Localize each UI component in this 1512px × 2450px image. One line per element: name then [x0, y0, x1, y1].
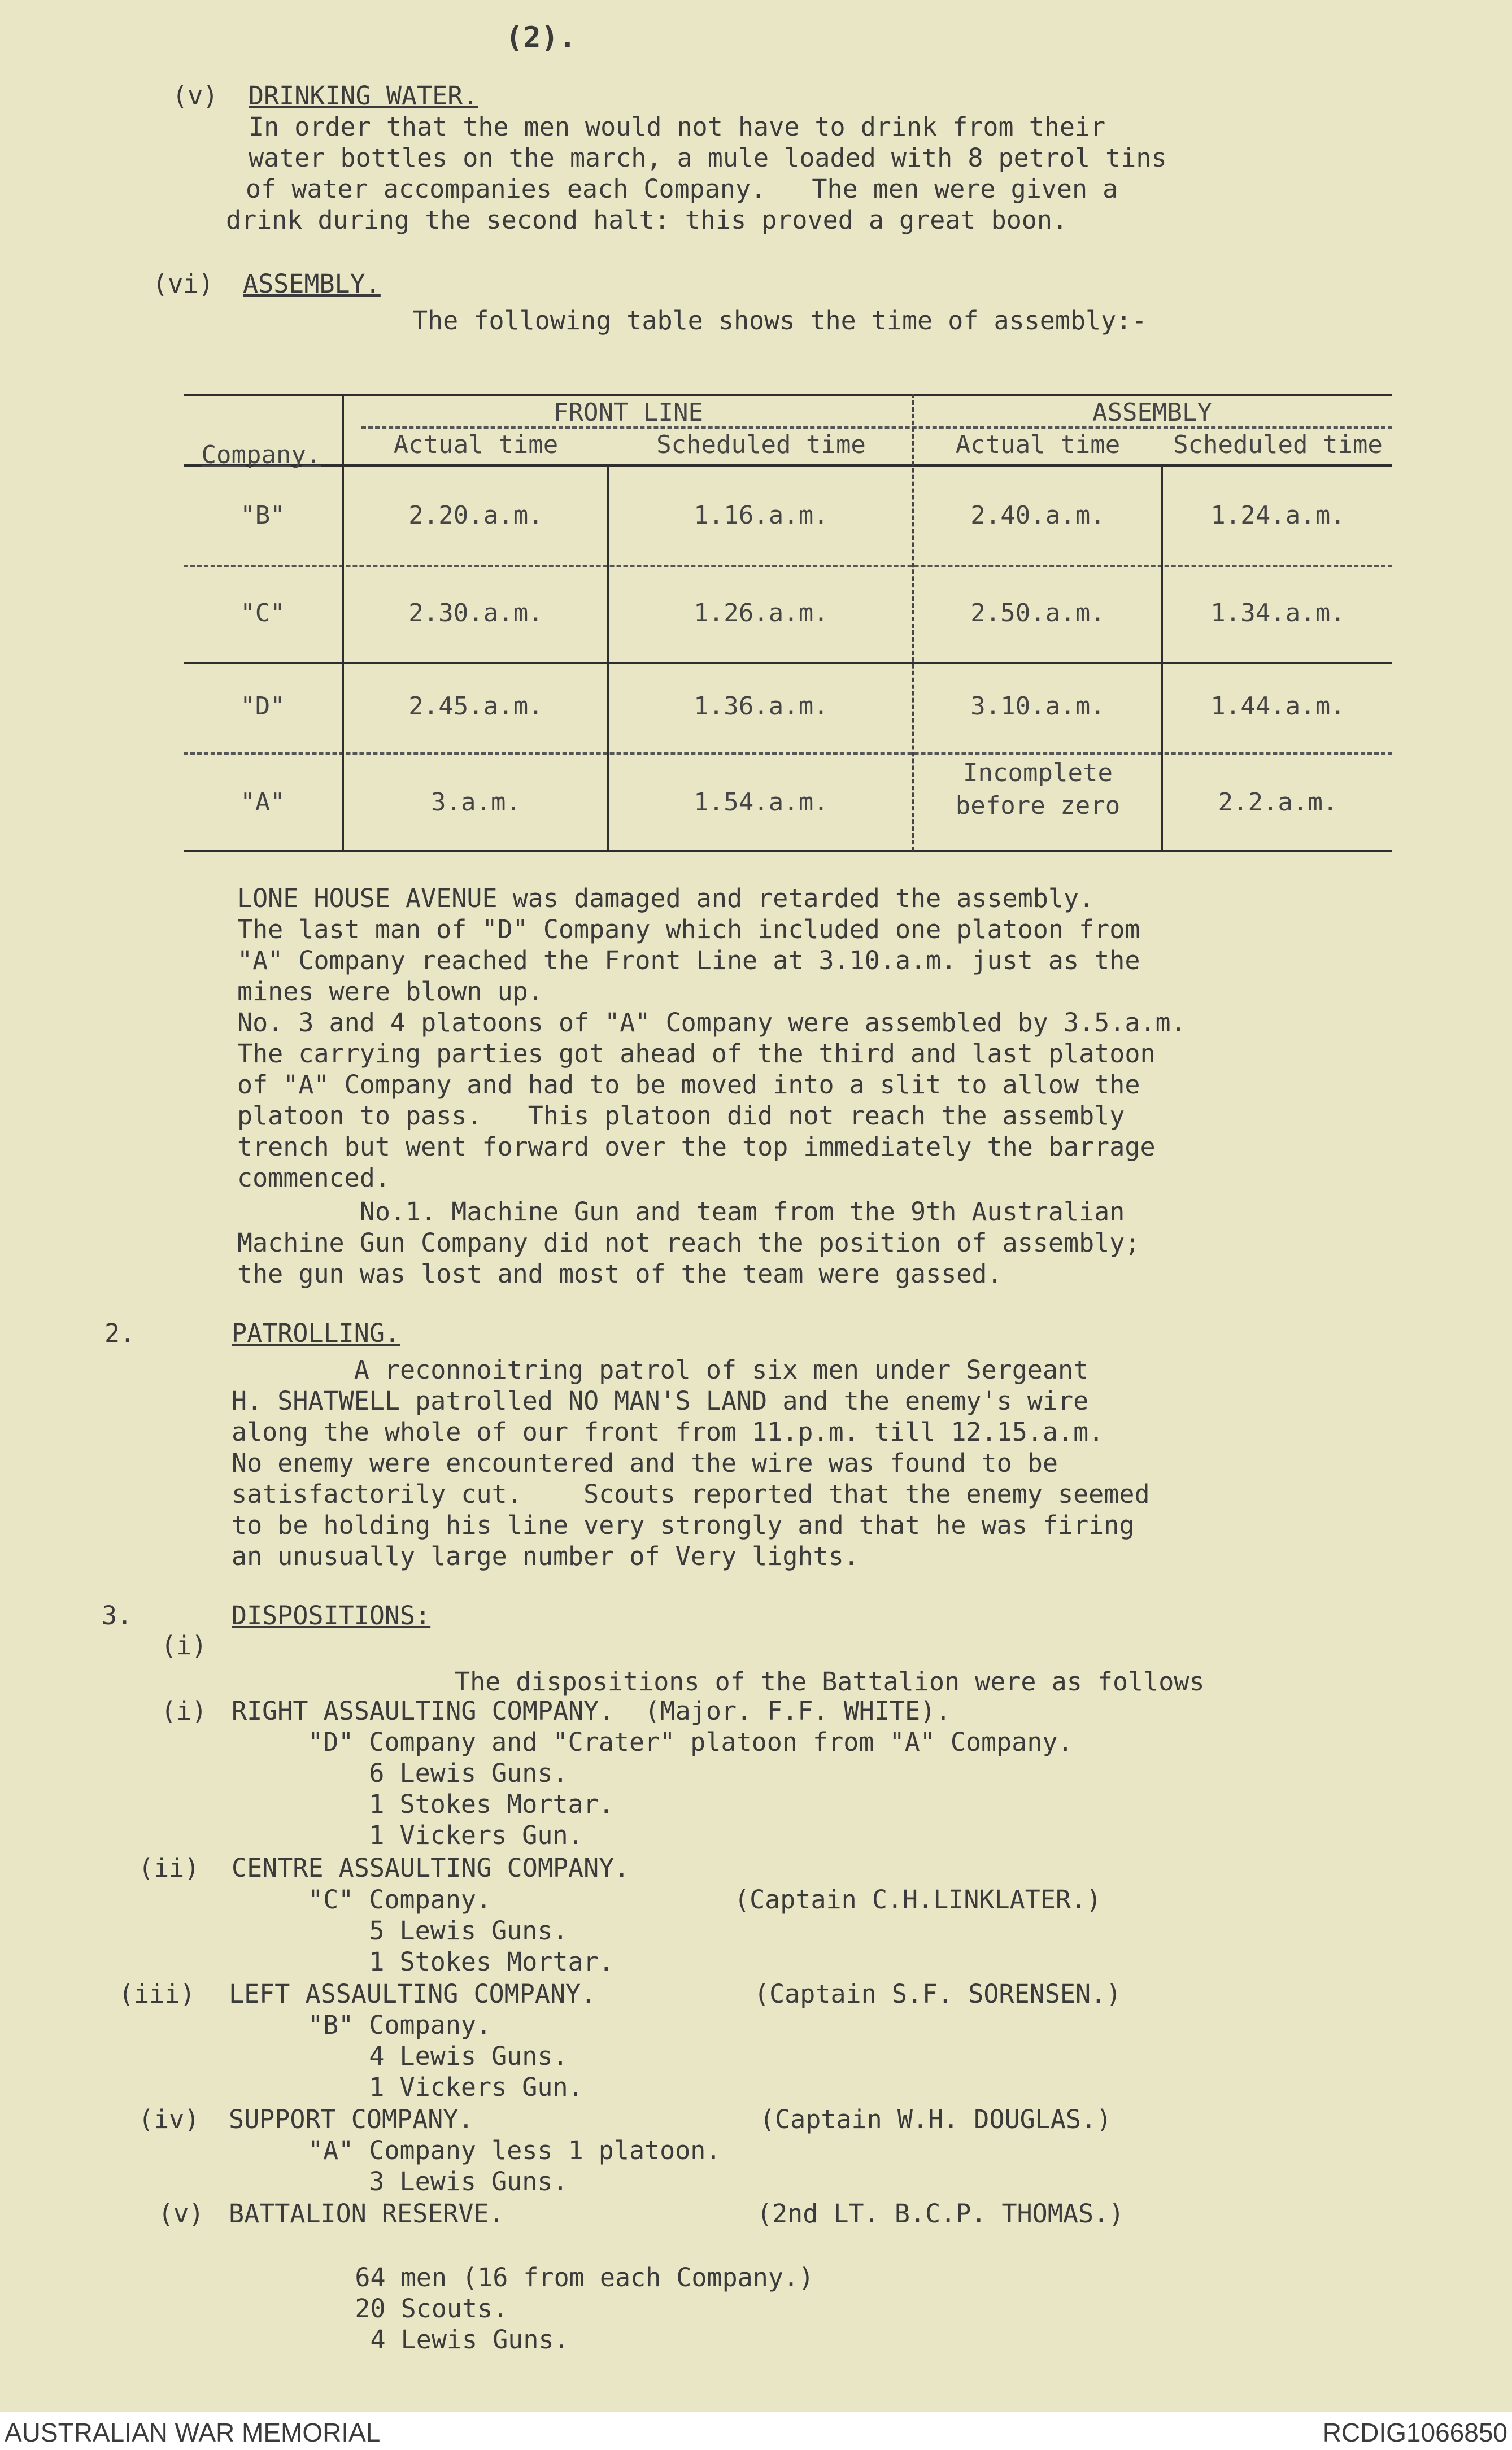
table-cell: 1.26.a.m.: [694, 599, 829, 627]
paragraph-line: LONE HOUSE AVENUE was damaged and retarded the assembly.: [237, 883, 1095, 913]
entry-commander: (Captain C.H.LINKLATER.): [734, 1885, 1102, 1915]
section-heading: DISPOSITIONS:: [232, 1601, 431, 1631]
entry-line: 64 men (16 from each Company.): [294, 2262, 814, 2292]
table-cell: 1.44.a.m.: [1210, 692, 1345, 721]
table-cell: 1.24.a.m.: [1210, 501, 1345, 530]
entry-line: "D" Company and "Crater" platoon from "A" Company.: [308, 1727, 1073, 1757]
entry-number: (iv): [138, 2104, 200, 2134]
table-cell: 1.54.a.m.: [694, 788, 829, 817]
table-column-header: Actual time: [955, 430, 1121, 459]
table-cell-company: "D": [240, 692, 285, 721]
entry-line: "A" Company less 1 platoon.: [308, 2135, 721, 2165]
paragraph-line: A reconnoitring patrol of six men under Sergeant: [232, 1355, 1089, 1385]
table-cell: 2.2.a.m.: [1218, 788, 1338, 817]
section-heading: DRINKING WATER.: [249, 81, 478, 111]
section-number: 2.: [104, 1318, 136, 1348]
entry-number: (v): [158, 2199, 204, 2229]
footer-source: AUSTRALIAN WAR MEMORIAL: [5, 2418, 381, 2447]
table-cell: 1.16.a.m.: [694, 501, 829, 530]
paragraph-line: The dispositions of the Battalion were as follows: [455, 1667, 1205, 1697]
entry-title: LEFT ASSAULTING COMPANY.: [229, 1979, 596, 2009]
paragraph-line: Machine Gun Company did not reach the position of assembly;: [237, 1228, 1140, 1258]
footer-record-id: RCDIG1066850: [1322, 2418, 1507, 2447]
entry-number: (i): [161, 1696, 207, 1726]
entry-line: 1 Vickers Gun.: [308, 1820, 583, 1850]
table-cell-company: "B": [240, 501, 285, 530]
table-group-header: ASSEMBLY: [1092, 398, 1212, 427]
paragraph-line: water bottles on the march, a mule loaded with 8 petrol tins: [249, 143, 1167, 173]
entry-title: BATTALION RESERVE.: [229, 2199, 504, 2229]
entry-line: 1 Stokes Mortar.: [308, 1789, 614, 1819]
entry-number: (ii): [138, 1853, 200, 1883]
table-cell: Incomplete before zero: [955, 758, 1121, 820]
paragraph-line: H. SHATWELL patrolled NO MAN'S LAND and the enemy's wire: [232, 1386, 1089, 1416]
paragraph-line: "A" Company reached the Front Line at 3.10.a.m. just as the: [237, 945, 1140, 975]
table-intro: The following table shows the time of assembly:-: [412, 306, 1147, 335]
paragraph-line: of "A" Company and had to be moved into a slit to allow the: [237, 1070, 1140, 1100]
paragraph-line: along the whole of our front from 11.p.m. till 12.15.a.m.: [232, 1417, 1104, 1447]
paragraph-line: of water accompanies each Company. The men were given a: [246, 174, 1118, 204]
table-column-header: Scheduled time: [1173, 430, 1383, 459]
table-cell: 1.34.a.m.: [1210, 599, 1345, 627]
table-cell: 2.45.a.m.: [408, 692, 543, 721]
entry-line: 4 Lewis Guns.: [308, 2041, 568, 2071]
paragraph-line: drink during the second halt: this proved a great boon.: [226, 205, 1068, 235]
page-number: (2).: [506, 21, 577, 55]
paragraph-line: commenced.: [237, 1163, 390, 1193]
entry-title: RIGHT ASSAULTING COMPANY. (Major. F.F. WHITE).: [232, 1696, 951, 1726]
entry-line: 1 Stokes Mortar.: [308, 1947, 614, 1977]
section-heading: PATROLLING.: [232, 1318, 400, 1348]
entry-line: "B" Company.: [308, 2010, 492, 2040]
sub-marker: (i): [161, 1631, 207, 1660]
entry-line: "C" Company.: [308, 1885, 492, 1915]
entry-line: 5 Lewis Guns.: [308, 1916, 568, 1946]
table-cell: 2.50.a.m.: [970, 599, 1105, 627]
table-cell: 2.30.a.m.: [408, 599, 543, 627]
entry-commander: (2nd LT. B.C.P. THOMAS.): [757, 2199, 1125, 2229]
footer-bar: [0, 2412, 1512, 2450]
table-cell-company: "A": [240, 788, 285, 817]
section-heading: ASSEMBLY.: [243, 269, 381, 299]
paragraph-line: to be holding his line very strongly and that he was firing: [232, 1510, 1135, 1540]
section-number: 3.: [102, 1601, 133, 1631]
paragraph-line: The carrying parties got ahead of the third and last platoon: [237, 1039, 1156, 1069]
paragraph-line: No enemy were encountered and the wire was found to be: [232, 1448, 1058, 1478]
table-cell-company: "C": [240, 599, 285, 627]
entry-line: 1 Vickers Gun.: [308, 2072, 583, 2102]
paragraph-line: the gun was lost and most of the team were gassed.: [237, 1259, 1003, 1289]
section-number: (v): [172, 81, 219, 111]
paragraph-line: In order that the men would not have to drink from their: [249, 112, 1106, 142]
entry-line: 3 Lewis Guns.: [308, 2166, 568, 2196]
entry-line: 6 Lewis Guns.: [308, 1758, 568, 1788]
entry-commander: (Captain W.H. DOUGLAS.): [760, 2104, 1112, 2134]
entry-line: 4 Lewis Guns.: [294, 2325, 569, 2355]
paragraph-line: trench but went forward over the top immediately the barrage: [237, 1132, 1156, 1162]
entry-title: SUPPORT COMPANY.: [229, 2104, 474, 2134]
table-cell: 2.40.a.m.: [970, 501, 1105, 530]
table-cell: 1.36.a.m.: [694, 692, 829, 721]
table-cell: 2.20.a.m.: [408, 501, 543, 530]
paragraph-line: No. 3 and 4 platoons of "A" Company were assembled by 3.5.a.m.: [237, 1008, 1186, 1037]
paragraph-line: mines were blown up.: [237, 976, 543, 1006]
entry-number: (iii): [119, 1979, 195, 2009]
paragraph-line: an unusually large number of Very lights.: [232, 1541, 859, 1571]
entry-commander: (Captain S.F. SORENSEN.): [754, 1979, 1122, 2009]
table-column-header: Scheduled time: [656, 430, 866, 459]
table-group-header: FRONT LINE: [554, 398, 703, 427]
table-column-header: Company.: [201, 441, 321, 469]
paragraph-line: The last man of "D" Company which included one platoon from: [237, 914, 1140, 944]
table-cell: 3.10.a.m.: [970, 692, 1105, 721]
paragraph-line: platoon to pass. This platoon did not reach the assembly: [237, 1101, 1125, 1131]
section-number: (vi): [152, 269, 214, 299]
paragraph-line: satisfactorily cut. Scouts reported that the enemy seemed: [232, 1479, 1150, 1509]
table-cell: 3.a.m.: [431, 788, 521, 817]
entry-title: CENTRE ASSAULTING COMPANY.: [232, 1853, 630, 1883]
entry-line: 20 Scouts.: [294, 2294, 508, 2323]
paragraph-line: No.1. Machine Gun and team from the 9th Australian: [237, 1197, 1125, 1227]
table-column-header: Actual time: [393, 430, 559, 459]
